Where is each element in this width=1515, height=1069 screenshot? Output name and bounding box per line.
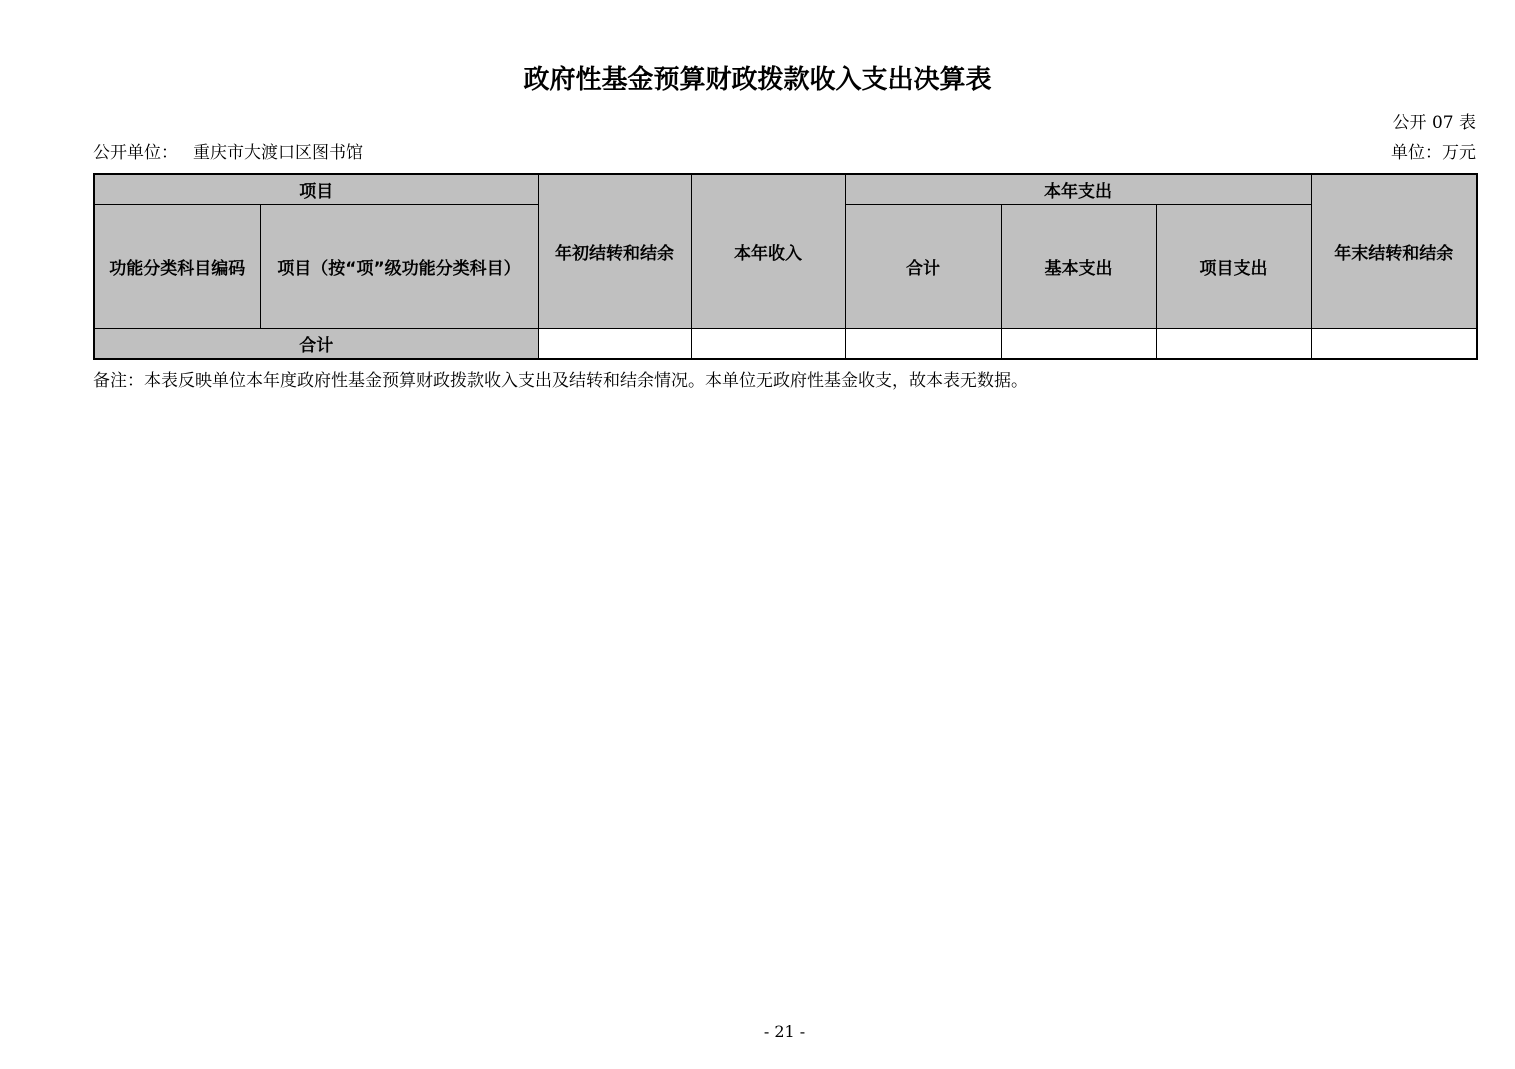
header-function-code: 功能分类科目编码 [94, 205, 260, 329]
page-title: 政府性基金预算财政拨款收入支出决算表 [523, 65, 992, 95]
data-cell-project-expenditure [1156, 329, 1311, 360]
total-row-label: 合计 [94, 329, 538, 360]
unit-of-measure-label: 单位：万元 [1391, 143, 1476, 163]
data-cell-current-income [691, 329, 845, 360]
data-cell-ending-balance [1311, 329, 1477, 360]
header-ending-balance: 年末结转和结余 [1311, 174, 1477, 329]
disclosure-unit-name: 重庆市大渡口区图书馆 [193, 143, 363, 163]
header-project-group: 项目 [94, 174, 538, 205]
disclosure-unit-label: 公开单位： [93, 143, 178, 163]
fiscal-table [93, 173, 1478, 360]
data-cell-basic-expenditure [1001, 329, 1156, 360]
data-cell-beginning-balance [538, 329, 691, 360]
page-number: - 21 - [763, 1022, 806, 1041]
disclosure-unit-line [93, 141, 363, 165]
header-current-income: 本年收入 [691, 174, 845, 329]
header-beginning-balance: 年初结转和结余 [538, 174, 691, 329]
header-expenditure-total: 合计 [845, 205, 1001, 329]
header-basic-expenditure: 基本支出 [1001, 205, 1156, 329]
header-project-item: 项目（按“项”级功能分类科目） [260, 205, 538, 329]
table-row-total [94, 329, 1477, 360]
table-code-label: 公开 07 表 [1392, 113, 1476, 133]
header-current-expenditure-group: 本年支出 [845, 174, 1311, 205]
note-text: 备注：本表反映单位本年度政府性基金预算财政拨款收入支出及结转和结余情况。本单位无政府性基金收支，故本表无数据。 [93, 371, 1028, 391]
meta-line [93, 141, 1476, 165]
table-header-row-1 [94, 174, 1477, 205]
header-project-expenditure: 项目支出 [1156, 205, 1311, 329]
data-cell-expenditure-total [845, 329, 1001, 360]
